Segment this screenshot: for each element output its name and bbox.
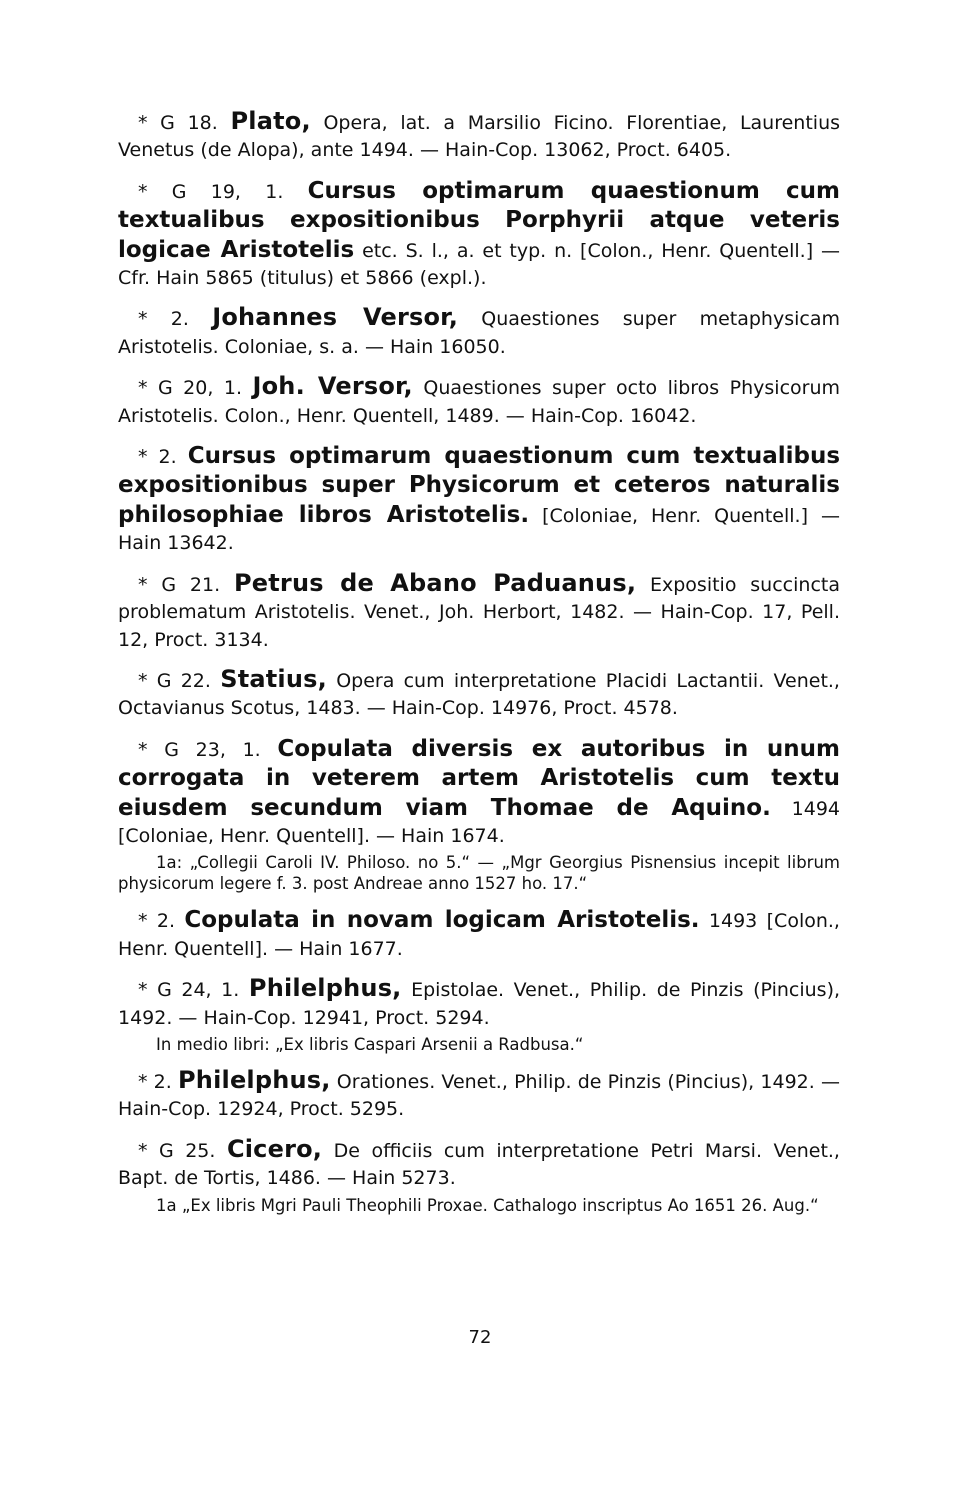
entry-g25 xyxy=(118,1136,840,1193)
entry-details: Quaestiones super octo libros Physicorum Aristotelis. Colon., Henr. Quentell, 1489. — Hain-Cop. 16042. xyxy=(118,377,841,427)
entry-details: De officiis cum interpretatione Petri Marsi. Venet., Bapt. de Tortis, 1486. — Hain 5273. xyxy=(118,1139,840,1190)
entry-title: Copulata diversis ex autoribus in unum corrogata in veterem artem Aristotelis cum textu eiusdem secundum viam Thomae de Aquino. xyxy=(118,735,841,821)
entry-prefix: * G 24, 1. xyxy=(138,979,240,1002)
entry-author: Joh. Versor, xyxy=(252,372,413,401)
entry-title: Cursus optimarum quaestionum cum textualibus expositionibus super Physicorum et ceteros naturalis philosophiae libros Aristotelis. xyxy=(118,443,841,528)
provenance-note: In medio libri: „Ex libris Caspari Arsenii a Radbusa.“ xyxy=(156,1034,584,1054)
entry-author: Philelphus, xyxy=(178,1065,331,1094)
page-number: 72 xyxy=(468,1327,492,1348)
entry-details: Quaestiones super metaphysicam Aristotelis. Coloniae, s. a. — Hain 16050. xyxy=(118,308,840,358)
entry-prefix: * 2. xyxy=(138,910,175,933)
entry-author: Plato, xyxy=(230,107,311,135)
entry-prefix: * 2. xyxy=(138,446,177,469)
entry-g19-2 xyxy=(118,304,840,361)
entry-title: Cursus optimarum quaestionum cum textualibus expositionibus Porphyrii atque veteris logicae Aristotelis xyxy=(118,177,840,263)
entry-prefix: * G 25. xyxy=(138,1139,216,1162)
entry-g23-2 xyxy=(118,906,840,963)
entry-author: Philelphus, xyxy=(248,974,402,1003)
entry-details: etc. S. l., a. et typ. n. [Colon., Henr. Quentell.] — Cfr. Hain 5865 (titulus) et 5866 (expl.). xyxy=(118,239,840,290)
entry-author: Cicero, xyxy=(226,1134,323,1163)
entry-details: Epistolae. Venet., Philip. de Pinzis (Pincius), 1492. — Hain-Cop. 12941, Proct. 5294. xyxy=(118,979,841,1029)
entry-g24-1 xyxy=(118,975,840,1032)
entry-details: Opera, lat. a Marsilio Ficino. Florentiae, Laurentius Venetus (de Alopa), ante 1494. — Hain-Cop. 13062, Proct. 6405. xyxy=(118,112,841,162)
provenance-note: 1a „Ex libris Mgri Pauli Theophili Proxae. Cathalogo inscriptus Ao 1651 26. Aug.“ xyxy=(156,1195,819,1215)
entry-author: Johannes Versor, xyxy=(212,303,459,332)
entry-prefix: * G 22. xyxy=(138,669,211,692)
entry-details: Orationes. Venet., Philip. de Pinzis (Pincius), 1492. — Hain-Cop. 12924, Proct. 5295. xyxy=(118,1070,840,1121)
entry-g22 xyxy=(118,666,840,723)
entry-g19-1 xyxy=(118,177,840,293)
provenance-note: 1a: „Collegii Caroli IV. Philoso. no 5.“ — „Mgr Georgius Pisnensius incepit librum physicorum legere f. 3. post Andreae anno 1527 ho. 17.“ xyxy=(118,853,840,894)
entry-g20-2 xyxy=(118,442,840,558)
entry-details: 1493 [Colon., Henr. Quentell]. — Hain 1677. xyxy=(118,910,840,960)
entry-g21 xyxy=(118,570,840,654)
entry-prefix: * G 20, 1. xyxy=(138,377,242,400)
entry-g18 xyxy=(118,108,840,165)
catalog-text xyxy=(118,108,840,1216)
entry-details: Expositio succincta problematum Aristotelis. Venet., Joh. Herbort, 1482. — Hain-Cop. 17, Pell. 12, Proct. 3134. xyxy=(118,573,840,651)
entry-prefix: * G 18. xyxy=(138,112,218,134)
entry-details: Opera cum interpretatione Placidi Lactantii. Venet., Octavianus Scotus, 1483. — Hain-Cop. 14976, Proct. 4578. xyxy=(118,669,840,720)
entry-details: 1494 [Coloniae, Henr. Quentell]. — Hain 1674. xyxy=(118,797,840,847)
entry-g23-1 xyxy=(118,735,840,851)
entry-prefix: * 2. xyxy=(138,308,189,331)
entry-prefix: * G 19, 1. xyxy=(138,180,284,203)
entry-author: Petrus de Abano Paduanus, xyxy=(233,568,637,597)
entry-g24-2 xyxy=(118,1067,840,1124)
entry-g20-1 xyxy=(118,373,840,430)
entry-prefix: * G 21. xyxy=(138,573,221,596)
entry-prefix: * G 23, 1. xyxy=(138,738,261,761)
entry-details: [Coloniae, Henr. Quentell.] — Hain 13642. xyxy=(118,504,840,555)
entry-title: Copulata in novam logicam Aristotelis. xyxy=(184,907,700,934)
entry-prefix: * 2. xyxy=(138,1070,172,1093)
entry-author: Statius, xyxy=(220,664,327,693)
